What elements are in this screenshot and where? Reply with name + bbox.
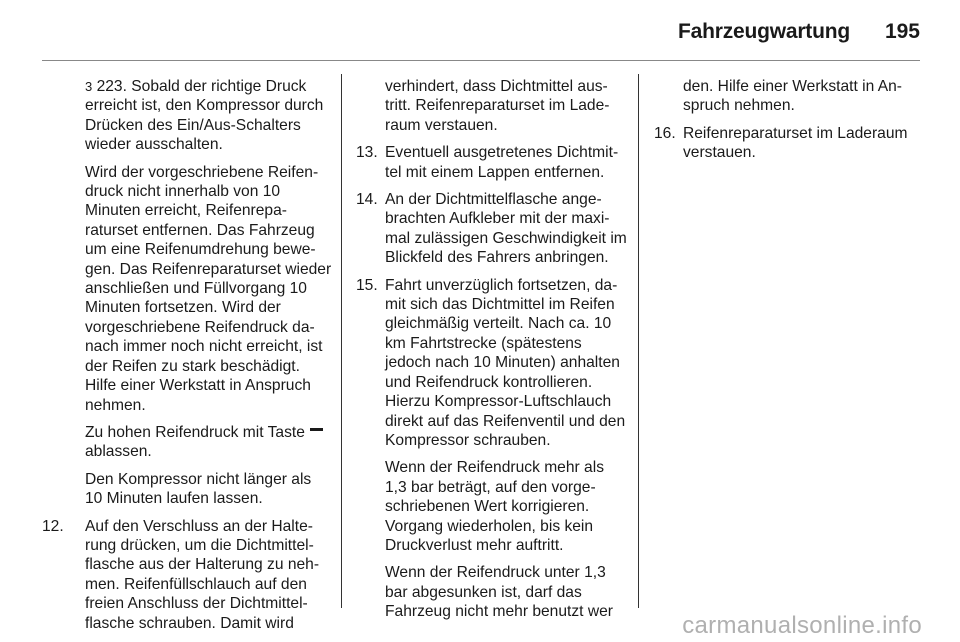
list-item-12: [42, 517, 332, 633]
list-item-text: An der Dichtmittelflasche angebrachten Aufkleber mit der maximal zulässigen Geschwindigkeit im Blickfeld des Fahrers anbringen.: [385, 191, 627, 267]
header-rule: [42, 60, 920, 61]
paragraph-continuation: verhindert, dass Dichtmittel austritt. Reifenreparaturset im Laderaum verstauen.: [385, 78, 610, 134]
watermark: carmanualsonline.info: [682, 612, 922, 639]
list-number: 12.: [42, 517, 64, 535]
list-item-text: Wenn der Reifendruck mehr als 1,3 bar beträgt, auf den vorgeschriebenen Wert korrigieren. Vorgang wiederholen, bis kein Druckverlust mehr auftritt.: [385, 459, 604, 554]
column-1: [42, 77, 332, 641]
column-2: [356, 77, 628, 630]
paragraph-high-pressure: Zu hohen Reifendruck mit Taste ablassen.: [42, 423, 332, 462]
list-number: 16.: [654, 124, 676, 142]
paragraph-ref: 3 223. Sobald der richtige Druck erreicht ist, den Kompressor durch Drücken des Ein/Aus-Schalters wieder ausschalten.: [85, 78, 324, 154]
list-number: 13.: [356, 144, 378, 162]
paragraph-pressure-not-reached: Wird der vorgeschriebene Reifendruck nicht innerhalb von 10 Minuten erreicht, Reifenreparaturset entfernen. Das Fahrzeug um eine Reifenumdrehung bewegen. Das Reifenreparaturset wieder anschließen und Füllvorgang 10 Minuten fortsetzen. Wird der vorgeschriebene Reifendruck danach immer noch nicht erreicht, ist der Reifen zu stark beschädigt. Hilfe einer Werkstatt in Anspruch nehmen.: [85, 163, 332, 414]
list-number: 14.: [356, 191, 378, 209]
list-item-text: Fahrt unverzüglich fortsetzen, damit sich das Dichtmittel im Reifen gleichmäßig verteilt. Nach ca. 10 km Fahrtstrecke (spätestens jedoch nach 10 Minuten) anhalten und Reifendruck kontrollieren. Hierzu Kompressor-Luftschlauch direkt auf das Reifenventil und den Kompressor schrauben.: [385, 276, 626, 449]
column-divider-1: [341, 74, 342, 608]
list-item-text: Wenn der Reifendruck unter 1,3 bar abgesunken ist, darf das Fahrzeug nicht mehr benutzt wer: [385, 564, 613, 621]
page-reference-link[interactable]: 223.: [96, 78, 127, 95]
page-header: [0, 0, 960, 60]
list-item-15: [356, 276, 628, 622]
list-item-16: [654, 124, 916, 163]
minus-key-icon: [310, 428, 323, 431]
paragraph-compressor-limit: Den Kompressor nicht länger als 10 Minuten laufen lassen.: [85, 470, 312, 508]
reference-arrow-icon: 3: [85, 79, 93, 94]
list-item-14: [356, 190, 628, 268]
column-3: [654, 77, 916, 171]
paragraph-continuation: den. Hilfe einer Werkstatt in Anspruch nehmen.: [683, 78, 902, 115]
section-title: Fahrzeugwartung: [677, 20, 850, 43]
column-divider-2: [638, 74, 639, 608]
list-item-text: Eventuell ausgetretenes Dichtmittel mit einem Lappen entfernen.: [385, 144, 619, 181]
page-number: 195: [884, 20, 920, 43]
list-number: 15.: [356, 276, 378, 294]
list-item-text: Auf den Verschluss an der Halterung drücken, um die Dichtmittelflasche aus der Halterung zu nehmen. Reifenfüllschlauch auf den freien Anschluss der Dichtmittelflasche schrauben. Damit wird: [85, 517, 320, 632]
list-item-13: [356, 143, 628, 182]
list-item-text: Reifenreparaturset im Laderaum verstauen.: [683, 124, 908, 162]
